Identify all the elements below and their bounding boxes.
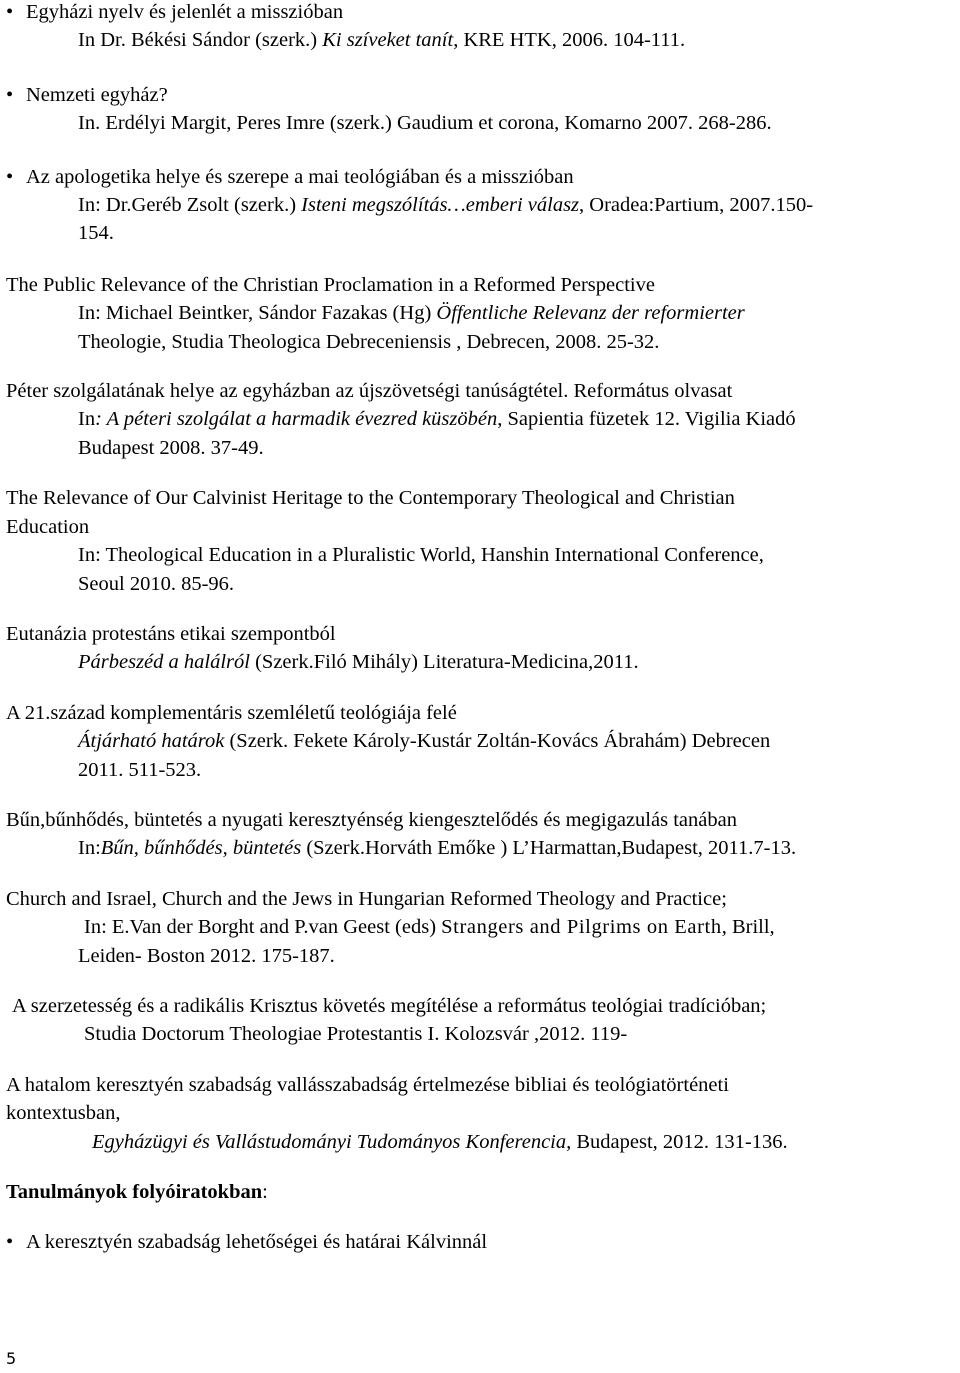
entry-title: The Relevance of Our Calvinist Heritage to the Contemporary Theological and Christian <box>6 487 735 510</box>
source-text: , Brill, <box>721 916 775 939</box>
entry-title: A keresztyén szabadság lehetőségei és határai Kálvinnál <box>26 1231 488 1254</box>
entry-source: Studia Doctorum Theologiae Protestantis I. Kolozsvár ,2012. 119- <box>84 1023 628 1046</box>
entry-21-szazad <box>6 699 956 784</box>
document-page <box>6 0 956 1257</box>
source-italic: Öffentliche Relevanz der reformierter <box>436 302 745 325</box>
entry-title: Egyházi nyelv és jelenlét a misszióban <box>26 1 344 23</box>
section-heading-colon: : <box>262 1181 268 1203</box>
source-text: , Oradea:Partium, 2007.150- <box>579 194 814 217</box>
entry-source <box>6 405 956 433</box>
entry-peter <box>6 377 956 462</box>
entry-source-cont: Seoul 2010. 85-96. <box>78 572 235 595</box>
bullet-icon: • <box>6 1 14 23</box>
entry-source-cont: 154. <box>78 222 114 245</box>
entry-keresztyen-szabadsag <box>6 1228 956 1256</box>
entry-bun <box>6 806 956 863</box>
source-text: (Szerk.Filó Mihály) Literatura-Medicina,2011. <box>249 651 639 674</box>
entry-source <box>6 913 956 941</box>
entry-source: In: Theological Education in a Pluralistic World, Hanshin International Conference, <box>78 544 764 567</box>
entry-source-cont: Budapest 2008. 37-49. <box>78 436 264 459</box>
entry-calvinist <box>6 484 956 598</box>
entry-szerzetesseg <box>6 992 956 1049</box>
source-text: In: E.Van der Borght and P.van Geest (eds) <box>84 916 442 939</box>
source-text: In: Dr.Geréb Zsolt (szerk.) <box>78 194 302 217</box>
bullet-icon: • <box>6 1231 14 1254</box>
entry-title: Nemzeti egyház? <box>26 83 168 106</box>
section-heading-text: Tanulmányok folyóiratokban <box>6 1181 263 1203</box>
source-italic: : A péteri szolgálat a harmadik évezred küszöbén <box>95 408 498 431</box>
entry-hatalom <box>6 1071 956 1156</box>
page-number: 5 <box>6 1349 17 1368</box>
entry-title: Péter szolgálatának helye az egyházban az újszövetségi tanúságtétel. Református olvasat <box>6 380 733 403</box>
entry-source-cont: 2011. 511-523. <box>78 758 202 781</box>
entry-source <box>6 834 956 862</box>
source-text: Budapest, 2012. 131-136. <box>571 1130 788 1153</box>
section-heading <box>6 1178 956 1206</box>
entry-title: A 21.század komplementáris szemléletű teológiája felé <box>6 701 457 724</box>
entry-source <box>26 26 956 54</box>
source-text: In <box>78 408 96 431</box>
entry-source <box>6 727 956 755</box>
entry-source <box>26 191 956 219</box>
entry-title: Church and Israel, Church and the Jews in Hungarian Reformed Theology and Practice; <box>6 887 727 910</box>
entry-title-cont: kontextusban, <box>6 1102 121 1125</box>
source-italic: Bűn, bűnhődés, büntetés <box>100 837 302 860</box>
entry-source <box>6 648 956 676</box>
bullet-icon: • <box>6 83 14 106</box>
entry-title: Bűn,bűnhődés, büntetés a nyugati keresztyénség kiengesztelődés és megigazulás tanában <box>6 808 737 831</box>
source-italic: Egyházügyi és Vallástudományi Tudományos Konferencia, <box>92 1130 572 1153</box>
source-text: In: <box>78 837 101 860</box>
entry-public-relevance <box>6 271 956 356</box>
entry-eutanazia <box>6 620 956 677</box>
source-text: In Dr. Békési Sándor (szerk.) <box>78 29 323 52</box>
entry-title: The Public Relevance of the Christian Proclamation in a Reformed Perspective <box>6 273 655 296</box>
entry-source <box>6 1128 956 1156</box>
entry-source: In. Erdélyi Margit, Peres Imre (szerk.) Gaudium et corona, Komarno 2007. 268-286. <box>78 112 772 135</box>
entry-title: A hatalom keresztyén szabadság vallásszabadság értelmezése bibliai és teológiatörténeti <box>6 1073 729 1096</box>
entry-title-cont: Education <box>6 515 90 538</box>
entry-title: A szerzetesség és a radikális Krisztus követés megítélése a református teológiai tradícióban; <box>12 994 767 1017</box>
source-italic: Átjárható határok <box>78 730 225 753</box>
entry-nemzeti-egyhaz <box>6 81 956 138</box>
entry-egyhazi-nyelv <box>6 0 956 55</box>
source-italic: Isteni megszólítás…emberi válasz <box>301 194 580 217</box>
source-book-title: Strangers and Pilgrims on Earth <box>441 916 722 939</box>
source-text: (Szerk.Horváth Emőke ) L’Harmattan,Budapest, 2011.7-13. <box>301 837 797 860</box>
entry-apologetika <box>6 163 956 248</box>
entry-church-israel <box>6 885 956 970</box>
source-italic: Ki szíveket tanít <box>322 29 454 52</box>
entry-source <box>6 299 956 327</box>
bullet-icon: • <box>6 165 14 188</box>
entry-source-cont: Leiden- Boston 2012. 175-187. <box>78 944 335 967</box>
source-text: , Sapientia füzetek 12. Vigilia Kiadó <box>497 408 796 431</box>
entry-source-cont: Theologie, Studia Theologica Debreceniensis , Debrecen, 2008. 25-32. <box>78 330 660 353</box>
source-text: , KRE HTK, 2006. 104-111. <box>453 29 686 52</box>
entry-title: Az apologetika helye és szerepe a mai teológiában és a misszióban <box>26 165 574 188</box>
entry-title: Eutanázia protestáns etikai szempontból <box>6 622 336 645</box>
source-italic: Párbeszéd a halálról <box>78 651 250 674</box>
source-text: (Szerk. Fekete Károly-Kustár Zoltán-Kovács Ábrahám) Debrecen <box>224 730 771 753</box>
source-text: In: Michael Beintker, Sándor Fazakas (Hg) <box>78 302 437 325</box>
